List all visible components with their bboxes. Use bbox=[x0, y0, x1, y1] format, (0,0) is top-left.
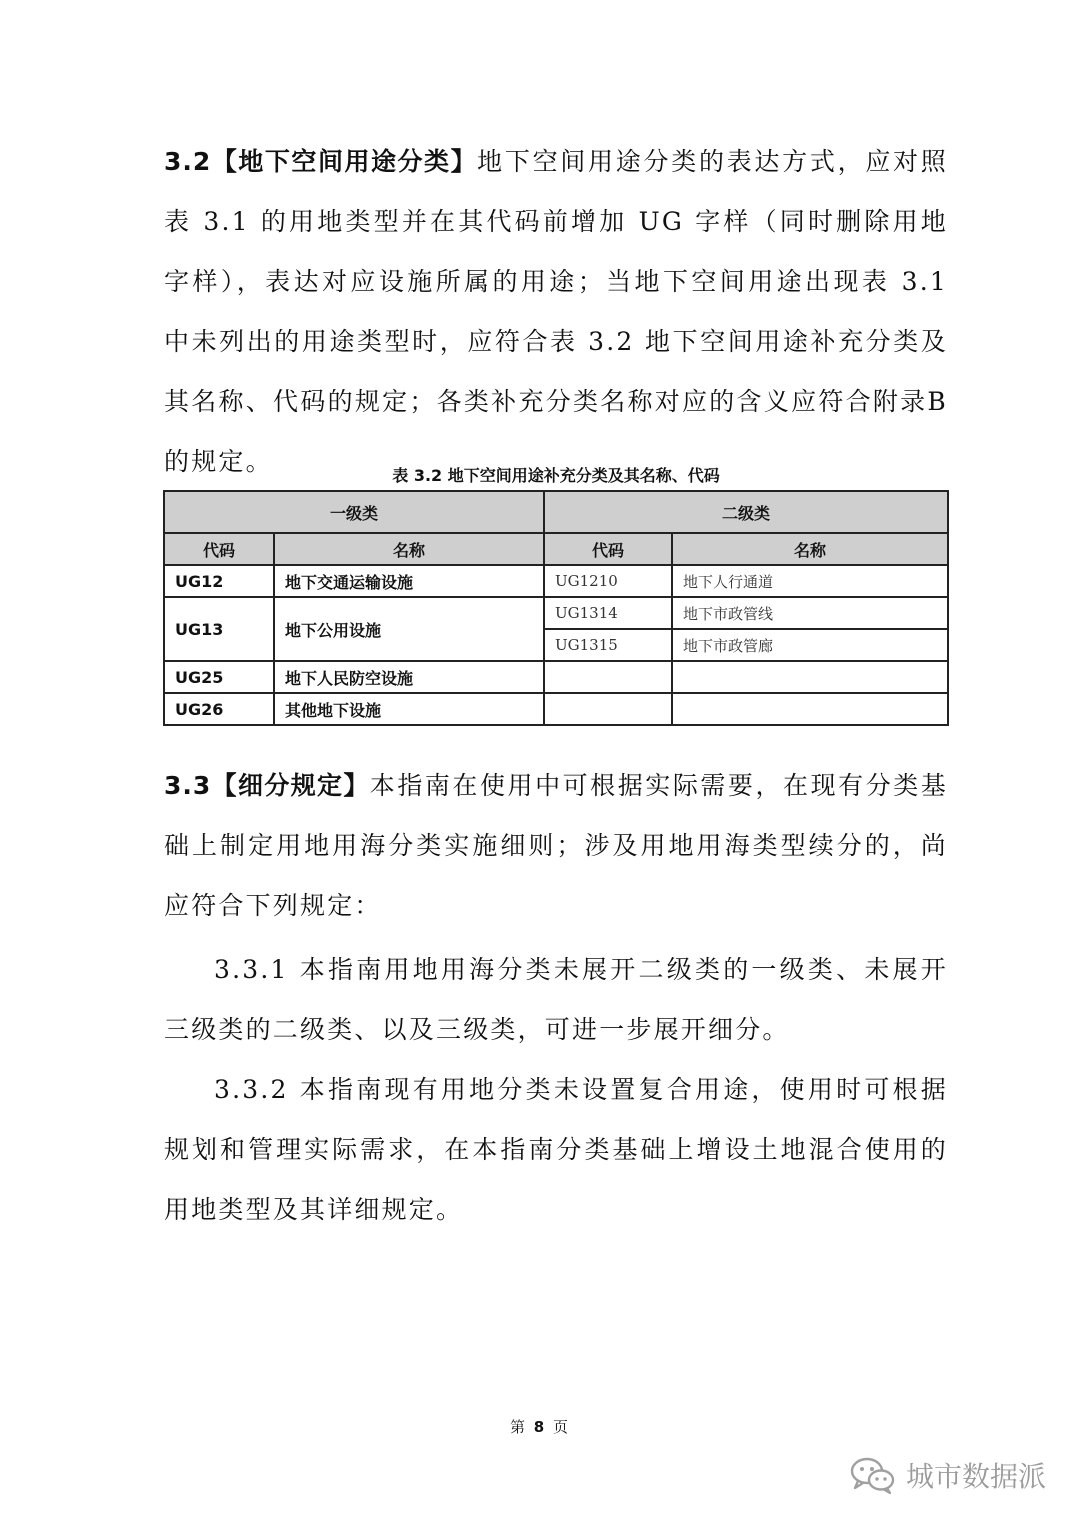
table-caption: 表 3.2 地下空间用途补充分类及其名称、代码 bbox=[392, 466, 720, 485]
clause-3-3-1: 3.3.1 本指南用地用海分类未展开二级类的一级类、未展开三级类的二级类、以及三级类，可进一步展开细分。 bbox=[164, 955, 948, 1044]
section-3-3 bbox=[164, 756, 948, 936]
group-header-level2: 二级类 bbox=[544, 491, 948, 533]
column-header-name-1: 名称 bbox=[274, 533, 544, 565]
table-row bbox=[164, 661, 948, 693]
watermark bbox=[850, 1455, 1046, 1495]
level1-name: 地下公用设施 bbox=[274, 597, 544, 661]
level1-code: UG25 bbox=[164, 661, 274, 693]
footer-prefix: 第 bbox=[509, 1418, 527, 1436]
column-header-code-2: 代码 bbox=[544, 533, 672, 565]
level1-code: UG12 bbox=[164, 565, 274, 597]
level2-name: 地下人行通道 bbox=[672, 565, 948, 597]
table-row bbox=[164, 693, 948, 725]
level1-name: 地下人民防空设施 bbox=[274, 661, 544, 693]
level2-code: UG1210 bbox=[544, 565, 672, 597]
page-footer bbox=[0, 1416, 1080, 1437]
section-3-2-body: 地下空间用途分类的表达方式，应对照表 3.1 的用地类型并在其代码前增加 UG 字样（同时删除用地字样），表达对应设施所属的用途；当地下空间用途出现表 3.1 中未列出的用途类型时，应符合表 3.2 地下空间用途补充分类及其名称、代码的规定；各类补充分类名称对应的含义应符合附录B 的规定。 bbox=[164, 147, 948, 476]
level1-name: 其他地下设施 bbox=[274, 693, 544, 725]
level2-name: 地下市政管廊 bbox=[672, 629, 948, 661]
level2-code: UG1315 bbox=[544, 629, 672, 661]
watermark-text: 城市数据派 bbox=[905, 1460, 1046, 1493]
level2-name bbox=[672, 693, 948, 725]
table-row bbox=[164, 565, 948, 597]
section-3-2-heading: 【地下空间用途分类】 bbox=[211, 147, 478, 176]
level2-name bbox=[672, 661, 948, 693]
section-3-3-body: 本指南在使用中可根据实际需要，在现有分类基础上制定用地用海分类实施细则；涉及用地用海类型续分的，尚应符合下列规定： bbox=[164, 771, 948, 920]
level2-name: 地下市政管线 bbox=[672, 597, 948, 629]
section-3-3-number: 3.3 bbox=[164, 771, 212, 800]
clause-3-3-2: 3.3.2 本指南现有用地分类未设置复合用途，使用时可根据规划和管理实际需求，在本指南分类基础上增设土地混合使用的用地类型及其详细规定。 bbox=[164, 1075, 948, 1224]
column-header-name-2: 名称 bbox=[672, 533, 948, 565]
level1-name: 地下交通运输设施 bbox=[274, 565, 544, 597]
section-3-2 bbox=[164, 132, 948, 492]
table-group-header-row bbox=[164, 491, 948, 533]
group-header-level1: 一级类 bbox=[164, 491, 544, 533]
section-3-2-number: 3.2 bbox=[164, 147, 212, 176]
table-column-header-row bbox=[164, 533, 948, 565]
footer-suffix: 页 bbox=[553, 1418, 571, 1436]
wechat-icon bbox=[850, 1456, 896, 1494]
section-3-3-heading: 【细分规定】 bbox=[211, 771, 370, 800]
page-number: 8 bbox=[533, 1418, 547, 1436]
table-row bbox=[164, 597, 948, 629]
level1-code: UG26 bbox=[164, 693, 274, 725]
column-header-code-1: 代码 bbox=[164, 533, 274, 565]
level2-code bbox=[544, 693, 672, 725]
level1-code: UG13 bbox=[164, 597, 274, 661]
level2-code bbox=[544, 661, 672, 693]
level2-code: UG1314 bbox=[544, 597, 672, 629]
underground-use-table bbox=[163, 490, 949, 726]
